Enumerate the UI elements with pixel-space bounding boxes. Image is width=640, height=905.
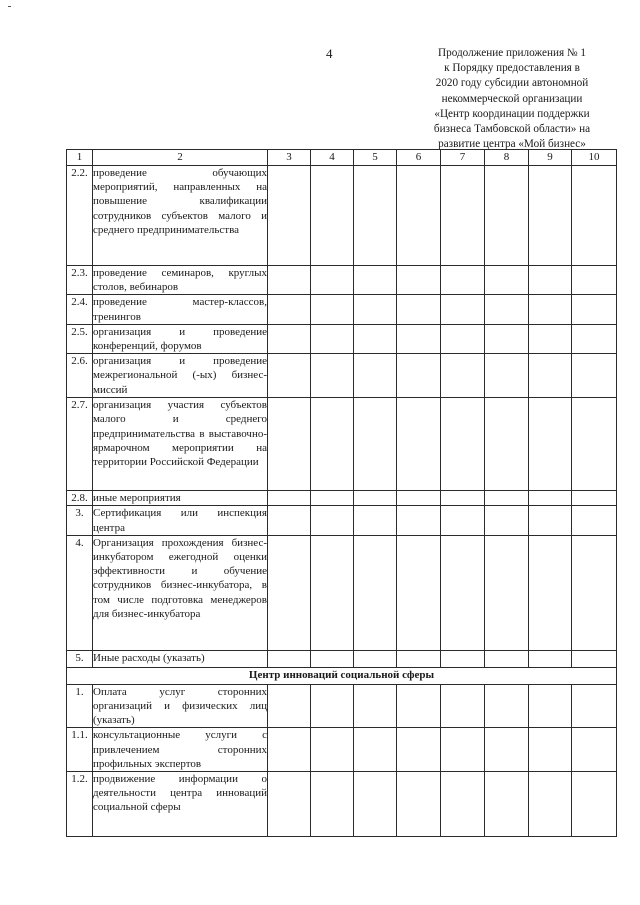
empty-cell <box>311 506 354 535</box>
table-row <box>67 728 617 772</box>
empty-cell <box>397 491 441 506</box>
table-row <box>67 398 617 491</box>
empty-cell <box>529 650 572 667</box>
empty-cell <box>572 295 617 324</box>
column-header: 8 <box>485 150 529 166</box>
empty-cell <box>354 398 397 491</box>
row-number: 1.2. <box>67 772 93 837</box>
empty-cell <box>311 772 354 837</box>
empty-cell <box>572 398 617 491</box>
empty-cell <box>441 266 485 295</box>
empty-cell <box>485 491 529 506</box>
appendix-note-line: Продолжение приложения № 1 <box>438 47 586 59</box>
empty-cell <box>529 535 572 650</box>
empty-cell <box>529 491 572 506</box>
empty-cell <box>354 684 397 728</box>
empty-cell <box>441 166 485 266</box>
empty-cell <box>354 491 397 506</box>
column-header: 4 <box>311 150 354 166</box>
empty-cell <box>397 166 441 266</box>
empty-cell <box>311 266 354 295</box>
empty-cell <box>354 166 397 266</box>
empty-cell <box>572 354 617 398</box>
empty-cell <box>441 650 485 667</box>
section-title: Центр инноваций социальной сферы <box>67 667 617 684</box>
empty-cell <box>397 324 441 353</box>
column-header: 6 <box>397 150 441 166</box>
empty-cell <box>354 295 397 324</box>
empty-cell <box>354 354 397 398</box>
table-row <box>67 295 617 324</box>
empty-cell <box>268 295 311 324</box>
empty-cell <box>397 506 441 535</box>
empty-cell <box>311 295 354 324</box>
row-number: 2.6. <box>67 354 93 398</box>
empty-cell <box>485 728 529 772</box>
empty-cell <box>441 324 485 353</box>
row-description: организация участия субъектов малого и среднего предпринимательства в выставочно-ярмарочном мероприятии на территории Российской Федерации <box>93 398 268 491</box>
empty-cell <box>529 684 572 728</box>
empty-cell <box>529 295 572 324</box>
section-row <box>67 667 617 684</box>
row-number: 1.1. <box>67 728 93 772</box>
empty-cell <box>441 491 485 506</box>
empty-cell <box>354 535 397 650</box>
row-number: 2.8. <box>67 491 93 506</box>
table-row <box>67 506 617 535</box>
empty-cell <box>354 650 397 667</box>
table-row <box>67 324 617 353</box>
table-row <box>67 535 617 650</box>
empty-cell <box>441 772 485 837</box>
empty-cell <box>529 398 572 491</box>
empty-cell <box>397 728 441 772</box>
empty-cell <box>311 535 354 650</box>
empty-cell <box>485 398 529 491</box>
empty-cell <box>268 650 311 667</box>
table-row <box>67 772 617 837</box>
empty-cell <box>268 324 311 353</box>
empty-cell <box>572 684 617 728</box>
empty-cell <box>529 324 572 353</box>
empty-cell <box>485 535 529 650</box>
empty-cell <box>441 684 485 728</box>
table-header-row <box>67 150 617 166</box>
empty-cell <box>572 324 617 353</box>
row-number: 2.7. <box>67 398 93 491</box>
empty-cell <box>311 166 354 266</box>
empty-cell <box>441 728 485 772</box>
empty-cell <box>268 491 311 506</box>
row-description: Сертификация или инспекция центра <box>93 507 267 534</box>
row-description: проведение мастер-классов, тренингов <box>93 296 267 323</box>
empty-cell <box>268 728 311 772</box>
row-description: продвижение информации о деятельности центра инноваций социальной сферы <box>93 772 268 837</box>
empty-cell <box>485 266 529 295</box>
empty-cell <box>572 650 617 667</box>
empty-cell <box>485 772 529 837</box>
empty-cell <box>311 650 354 667</box>
empty-cell <box>397 684 441 728</box>
empty-cell <box>354 266 397 295</box>
empty-cell <box>354 324 397 353</box>
appendix-note <box>408 46 616 152</box>
empty-cell <box>268 772 311 837</box>
empty-cell <box>268 506 311 535</box>
empty-cell <box>572 535 617 650</box>
table-row <box>67 266 617 295</box>
table-row <box>67 491 617 506</box>
row-number: 2.2. <box>67 166 93 266</box>
appendix-note-line: развитие центра «Мой бизнес» <box>438 138 586 151</box>
column-header: 9 <box>529 150 572 166</box>
empty-cell <box>397 650 441 667</box>
column-header: 10 <box>572 150 617 166</box>
empty-cell <box>268 266 311 295</box>
column-header: 2 <box>93 150 268 166</box>
empty-cell <box>441 535 485 650</box>
empty-cell <box>485 166 529 266</box>
empty-cell <box>485 684 529 728</box>
empty-cell <box>441 354 485 398</box>
empty-cell <box>485 295 529 324</box>
empty-cell <box>572 728 617 772</box>
appendix-note-line: к Порядку предоставления в <box>444 62 580 75</box>
empty-cell <box>354 728 397 772</box>
empty-cell <box>268 535 311 650</box>
row-number: 4. <box>67 535 93 650</box>
empty-cell <box>311 324 354 353</box>
empty-cell <box>268 354 311 398</box>
empty-cell <box>397 266 441 295</box>
empty-cell <box>397 772 441 837</box>
row-description: проведение семинаров, круглых столов, вебинаров <box>93 267 267 294</box>
empty-cell <box>485 324 529 353</box>
empty-cell <box>529 728 572 772</box>
empty-cell <box>529 266 572 295</box>
column-header: 5 <box>354 150 397 166</box>
empty-cell <box>311 354 354 398</box>
empty-cell <box>485 506 529 535</box>
table-row <box>67 650 617 667</box>
empty-cell <box>311 728 354 772</box>
row-description: организация и проведение конференций, форумов <box>93 325 267 353</box>
empty-cell <box>485 650 529 667</box>
empty-cell <box>397 354 441 398</box>
empty-cell <box>268 166 311 266</box>
row-number: 5. <box>67 650 93 667</box>
row-number: 2.4. <box>67 295 93 324</box>
empty-cell <box>572 506 617 535</box>
empty-cell <box>354 506 397 535</box>
empty-cell <box>529 772 572 837</box>
appendix-note-line: 2020 году субсидии автономной <box>435 77 589 90</box>
table-body <box>67 150 617 837</box>
appendix-note-line: «Центр координации поддержки <box>434 107 590 120</box>
scan-artifact <box>8 6 11 7</box>
appendix-note-line: бизнеса Тамбовской области» на <box>433 123 591 136</box>
empty-cell <box>354 772 397 837</box>
empty-cell <box>529 354 572 398</box>
empty-cell <box>572 166 617 266</box>
row-description: консультационные услуги с привлечением сторонних профильных экспертов <box>93 729 267 770</box>
table-row <box>67 684 617 728</box>
empty-cell <box>441 506 485 535</box>
empty-cell <box>397 398 441 491</box>
empty-cell <box>572 772 617 837</box>
empty-cell <box>485 354 529 398</box>
empty-cell <box>529 506 572 535</box>
empty-cell <box>441 398 485 491</box>
empty-cell <box>311 398 354 491</box>
row-description: Оплата услуг сторонних организаций и физических лиц (указать) <box>93 685 267 727</box>
row-number: 2.3. <box>67 266 93 295</box>
empty-cell <box>268 398 311 491</box>
row-description: Иные расходы (указать) <box>93 650 268 667</box>
empty-cell <box>441 295 485 324</box>
row-number: 3. <box>67 506 93 535</box>
empty-cell <box>529 166 572 266</box>
row-number: 1. <box>67 684 93 728</box>
table-row <box>67 166 617 266</box>
row-description: организация и проведение межрегиональной (-ых) бизнес-миссий <box>93 354 268 398</box>
empty-cell <box>397 295 441 324</box>
row-description: проведение обучающих мероприятий, направленных на повышение квалификации сотрудников субъектов малого и среднего предпринимательства <box>93 166 268 266</box>
empty-cell <box>311 684 354 728</box>
column-header: 1 <box>67 150 93 166</box>
empty-cell <box>268 684 311 728</box>
column-header: 7 <box>441 150 485 166</box>
row-description: иные мероприятия <box>93 491 268 506</box>
empty-cell <box>572 266 617 295</box>
column-header: 3 <box>268 150 311 166</box>
empty-cell <box>397 535 441 650</box>
expense-table <box>66 149 617 837</box>
row-number: 2.5. <box>67 324 93 353</box>
table-row <box>67 354 617 398</box>
empty-cell <box>572 491 617 506</box>
appendix-note-line: некоммерческой организации <box>441 92 583 105</box>
page-number: 4 <box>326 46 333 61</box>
row-description: Организация прохождения бизнес-инкубатором ежегодной оценки эффективности и обучение сотрудников бизнес-инкубатора, в том числе подготовка менеджеров для бизнес-инкубатора <box>93 535 268 650</box>
empty-cell <box>311 491 354 506</box>
